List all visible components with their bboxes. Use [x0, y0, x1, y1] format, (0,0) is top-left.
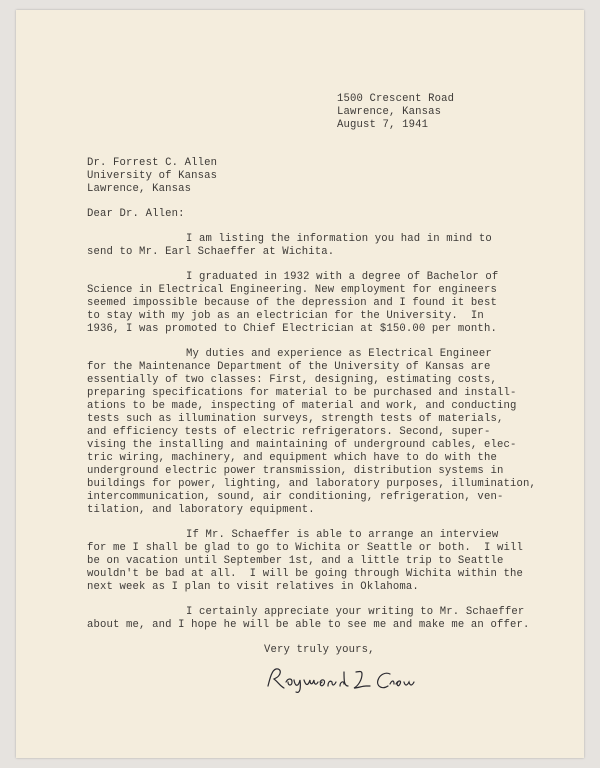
- paragraph-line: 1936, I was promoted to Chief Electrician at $150.00 per month.: [87, 323, 497, 335]
- recipient-city: Lawrence, Kansas: [87, 183, 192, 195]
- paragraph-line: tric wiring, machinery, and equipment which have to do with the: [87, 452, 497, 464]
- paragraph-line: If Mr. Schaeffer is able to arrange an interview: [186, 529, 499, 541]
- paragraph-line: be on vacation until September 1st, and a little trip to Seattle: [87, 555, 504, 567]
- paragraph-line: about me, and I hope he will be able to see me and make me an offer.: [87, 619, 530, 631]
- paragraph-line: My duties and experience as Electrical Engineer: [186, 348, 492, 360]
- paragraph-line: I am listing the information you had in mind to: [186, 233, 492, 245]
- paragraph-line: tilation, and laboratory equipment.: [87, 504, 315, 516]
- paragraph-line: essentially of two classes: First, designing, estimating costs,: [87, 374, 497, 386]
- paragraph-line: to stay with my job as an electrician for the University. In: [87, 310, 484, 322]
- paragraph-line: wouldn't be bad at all. I will be going through Wichita within the: [87, 568, 523, 580]
- paragraph-line: for the Maintenance Department of the University of Kansas are: [87, 361, 491, 373]
- paragraph-line: intercommunication, sound, air conditioning, refrigeration, ven-: [87, 491, 504, 503]
- paragraph-line: seemed impossible because of the depression and I found it best: [87, 297, 497, 309]
- handwritten-signature: [262, 664, 462, 694]
- letter-date: August 7, 1941: [337, 119, 429, 131]
- paragraph-line: and efficiency tests of electric refrigerators. Second, super-: [87, 426, 491, 438]
- paragraph-line: tests such as illumination surveys, strength tests of materials,: [87, 413, 504, 425]
- paragraph-line: ations to be made, inspecting of material and work, and conducting: [87, 400, 517, 412]
- paragraph-line: send to Mr. Earl Schaeffer at Wichita.: [87, 246, 335, 258]
- paragraph-line: vising the installing and maintaining of underground cables, elec-: [87, 439, 517, 451]
- paragraph-line: I certainly appreciate your writing to Mr. Schaeffer: [186, 606, 525, 618]
- paragraph-line: underground electric power transmission, distribution systems in: [87, 465, 504, 477]
- paragraph-line: for me I shall be glad to go to Wichita or Seattle or both. I will: [87, 542, 523, 554]
- paragraph-line: Science in Electrical Engineering. New employment for engineers: [87, 284, 497, 296]
- paragraph-line: next week as I plan to visit relatives in Oklahoma.: [87, 581, 419, 593]
- paragraph-line: preparing specifications for material to be purchased and install-: [87, 387, 517, 399]
- sender-street: 1500 Crescent Road: [337, 93, 455, 105]
- paragraph-line: buildings for power, lighting, and laboratory purposes, illumination,: [87, 478, 537, 490]
- closing: Very truly yours,: [264, 644, 375, 656]
- salutation: Dear Dr. Allen:: [87, 208, 185, 220]
- recipient-institution: University of Kansas: [87, 170, 218, 182]
- paragraph-line: I graduated in 1932 with a degree of Bachelor of: [186, 271, 499, 283]
- recipient-name: Dr. Forrest C. Allen: [87, 157, 218, 169]
- sender-city: Lawrence, Kansas: [337, 106, 442, 118]
